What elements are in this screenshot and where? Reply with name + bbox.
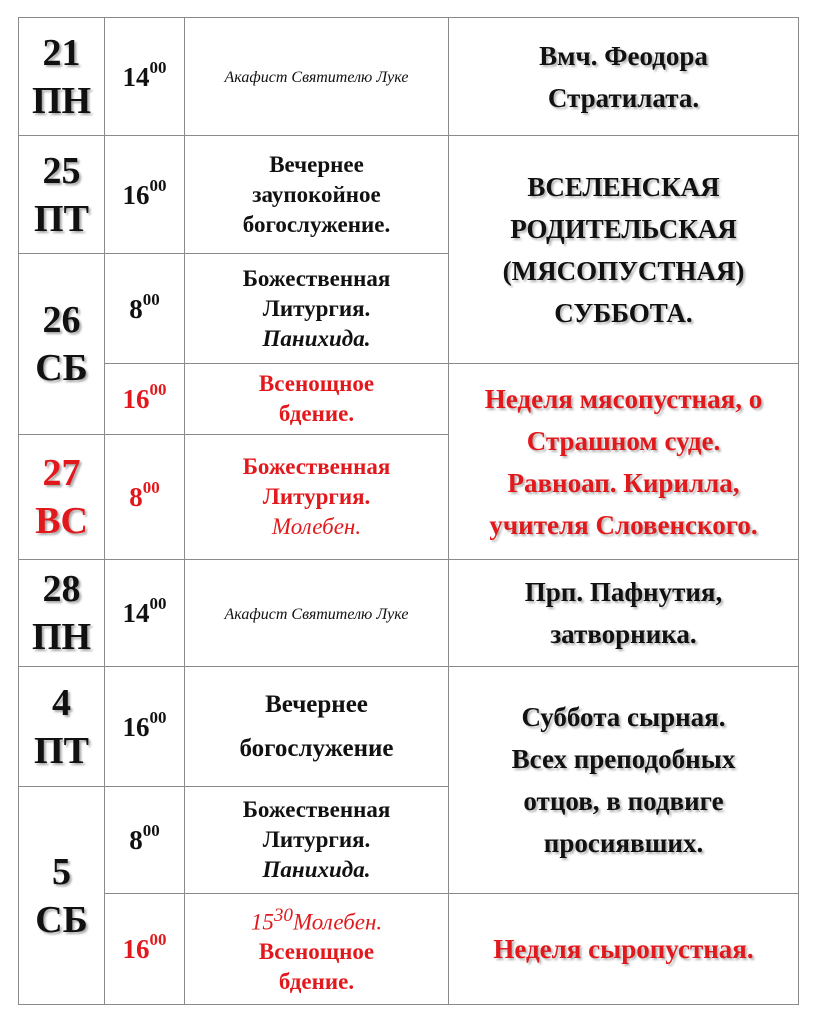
- feast-line: просиявших.: [543, 828, 704, 858]
- feast-line: Всех преподобных: [511, 744, 736, 774]
- feast-line: Вмч. Феодора: [539, 40, 708, 71]
- day-weekday: ПН: [31, 616, 92, 658]
- service-cell: [185, 18, 449, 136]
- day-weekday: ПТ: [34, 197, 89, 240]
- time-cell: [105, 254, 185, 364]
- service-line: Панихида.: [262, 857, 371, 882]
- feast-cell: [449, 894, 799, 1005]
- schedule-row: [19, 667, 799, 787]
- time-cell: [105, 787, 185, 894]
- day-cell: [19, 435, 105, 560]
- service-line: Вечернее: [269, 151, 364, 177]
- feast-line: Суббота сырная.: [521, 702, 726, 732]
- day-number: 27: [42, 452, 81, 494]
- day-number: 21: [42, 31, 81, 74]
- time-minute: 00: [142, 478, 160, 497]
- feast-cell: [449, 136, 799, 364]
- service-text: Акафист Святителю Луке: [224, 69, 409, 86]
- day-cell: [19, 667, 105, 787]
- time-minute: 00: [149, 594, 167, 613]
- time-cell: [105, 560, 185, 667]
- service-cell: [185, 364, 449, 435]
- service-line: Вечернее: [265, 690, 368, 718]
- schedule-row: [19, 136, 799, 254]
- service-line: богослужение.: [242, 211, 391, 237]
- feast-line: РОДИТЕЛЬСКАЯ: [510, 213, 737, 244]
- feast-line: Равноап. Кирилла,: [507, 467, 740, 498]
- service-line: заупокойное: [252, 181, 381, 207]
- day-number: 5: [52, 850, 71, 893]
- prayer-time-minute: 30: [273, 904, 293, 926]
- feast-line: ВСЕЛЕНСКАЯ: [527, 171, 720, 202]
- feast-line: Неделя сыропустная.: [493, 934, 754, 964]
- day-weekday: ПТ: [34, 729, 89, 772]
- service-line: Молебен.: [271, 514, 362, 539]
- feast-line: Неделя мясопустная, о: [484, 383, 763, 414]
- time-minute: 00: [149, 57, 167, 77]
- service-line: Божественная: [242, 454, 391, 479]
- day-number: 26: [42, 299, 81, 341]
- time-hour: 8: [129, 293, 143, 324]
- service-line: Литургия.: [262, 484, 371, 509]
- time-hour: 8: [129, 825, 143, 855]
- service-line: Литургия.: [262, 295, 371, 321]
- service-cell: [185, 894, 449, 1005]
- day-number: 28: [42, 568, 81, 610]
- feast-cell: [449, 18, 799, 136]
- schedule-table: [18, 17, 799, 1005]
- feast-cell: [449, 667, 799, 894]
- day-cell: [19, 787, 105, 1005]
- service-line: Божественная: [242, 265, 391, 291]
- service-line: богослужение: [239, 734, 394, 762]
- time-hour: 16: [122, 934, 150, 964]
- service-line: Всенощное: [258, 371, 375, 396]
- service-line: бдение.: [278, 401, 355, 426]
- time-hour: 14: [122, 598, 150, 628]
- service-cell: [185, 667, 449, 787]
- feast-line: СУББОТА.: [554, 297, 693, 328]
- service-cell: [185, 136, 449, 254]
- feast-line: (МЯСОПУСТНАЯ): [502, 255, 745, 286]
- time-hour: 14: [122, 61, 150, 92]
- time-hour: 8: [129, 482, 143, 512]
- service-line: [185, 901, 448, 938]
- time-cell: [105, 364, 185, 435]
- feast-cell: [449, 560, 799, 667]
- time-minute: 00: [142, 289, 160, 309]
- day-number: 4: [52, 681, 71, 724]
- time-cell: [105, 435, 185, 560]
- feast-cell: [449, 364, 799, 560]
- service-line: Всенощное: [258, 939, 375, 965]
- service-line: Панихида.: [262, 325, 371, 351]
- time-hour: 16: [122, 179, 150, 210]
- time-cell: [105, 667, 185, 787]
- service-line: Божественная: [242, 797, 391, 822]
- schedule-row: [19, 894, 799, 1005]
- feast-line: отцов, в подвиге: [523, 786, 724, 816]
- feast-line: затворника.: [550, 619, 697, 649]
- feast-line: Прп. Пафнутия,: [524, 577, 723, 607]
- time-minute: 00: [149, 707, 167, 727]
- service-text: Акафист Святителю Луке: [224, 605, 409, 623]
- service-cell: [185, 787, 449, 894]
- day-weekday: СБ: [35, 347, 88, 389]
- service-cell: [185, 435, 449, 560]
- day-weekday: ПН: [31, 79, 92, 122]
- time-cell: [105, 136, 185, 254]
- feast-line: учителя Словенского.: [489, 509, 758, 540]
- day-cell: [19, 254, 105, 435]
- schedule-row: [19, 560, 799, 667]
- day-cell: [19, 18, 105, 136]
- prayer-time-hour: 15: [250, 909, 274, 935]
- schedule-row: [19, 364, 799, 435]
- time-minute: 00: [149, 175, 167, 195]
- day-weekday: СБ: [35, 898, 88, 941]
- time-cell: [105, 18, 185, 136]
- prayer-label: Молебен.: [292, 909, 383, 935]
- feast-line: Страшном суде.: [526, 425, 721, 456]
- time-hour: 16: [122, 384, 150, 414]
- service-line: Литургия.: [262, 827, 371, 852]
- time-minute: 00: [149, 380, 167, 399]
- service-cell: [185, 254, 449, 364]
- day-number: 25: [42, 149, 81, 192]
- time-hour: 16: [122, 711, 150, 742]
- time-minute: 00: [149, 930, 167, 949]
- schedule-row: [19, 18, 799, 136]
- day-cell: [19, 560, 105, 667]
- service-line: бдение.: [278, 969, 355, 995]
- time-cell: [105, 894, 185, 1005]
- time-minute: 00: [142, 821, 160, 840]
- day-cell: [19, 136, 105, 254]
- service-cell: [185, 560, 449, 667]
- feast-line: Стратилата.: [547, 82, 700, 113]
- day-weekday: ВС: [35, 500, 88, 542]
